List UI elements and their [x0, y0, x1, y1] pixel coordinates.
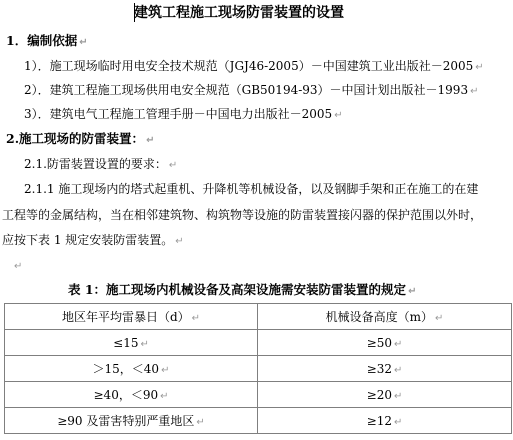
cell-end-mark: ↵: [160, 391, 169, 402]
table-cell: [258, 356, 512, 382]
section-2-1-heading: [24, 156, 177, 174]
table-cell: [5, 330, 258, 356]
header-thunderstorm-days: 地区年平均雷暴日（d）: [61, 310, 190, 324]
paragraph-line-3: [2, 232, 184, 250]
table-header-cell: [258, 304, 512, 330]
table-caption: [68, 282, 416, 300]
paragraph-mark: ↵: [168, 160, 178, 171]
reference-item-1-text: 1）．施工现场临时用电安全技术规范（JGJ46-2005）－中国建筑工业出版社－2005: [24, 59, 474, 73]
paragraph-mark: ↵: [475, 62, 484, 73]
cell-end-mark: ↵: [161, 365, 170, 376]
paragraph-mark: ↵: [79, 37, 88, 48]
paragraph-mark: ↵: [146, 135, 155, 146]
cell-end-mark: ↵: [393, 390, 403, 402]
paragraph-line-2: [2, 207, 482, 223]
reference-item-3: [24, 106, 343, 124]
paragraph-mark: ↵: [408, 286, 417, 297]
paragraph-line-1: [24, 181, 478, 197]
table-row: [5, 408, 512, 434]
cell-thunderstorm-days: ≥40，＜90: [93, 388, 159, 402]
paragraph-mark: ↵: [334, 110, 343, 121]
document-title-text: 建筑工程施工现场防雷装置的设置: [134, 5, 344, 21]
table-row: [5, 356, 512, 382]
table-caption-text: 表 1：施工现场内机械设备及高架设施需安装防雷装置的规定: [68, 282, 407, 297]
paragraph-line-1-text: 2.1.1 施工现场内的塔式起重机、升降机等机械设备，以及钢脚手架和正在施工的在建: [24, 182, 479, 196]
cell-thunderstorm-days: ＞15，＜40: [92, 362, 160, 376]
section-2-heading: [6, 131, 154, 149]
paragraph-mark: ↵: [14, 261, 23, 272]
cell-thunderstorm-days: ≤15: [113, 335, 139, 350]
table-header-row: [5, 304, 512, 330]
cell-end-mark: ↵: [196, 417, 205, 428]
section-1-heading: [6, 33, 88, 51]
cell-thunderstorm-days: ≥90 及雷害特别严重地区: [57, 414, 195, 428]
cell-equipment-height: ≥50: [366, 335, 392, 350]
cell-equipment-height: ≥32: [366, 361, 392, 376]
cell-end-mark: ↵: [393, 416, 403, 428]
table-cell: [258, 408, 512, 434]
table-cell: [5, 356, 258, 382]
lightning-protection-table: [4, 303, 512, 434]
cell-end-mark: ↵: [191, 313, 201, 324]
cell-end-mark: ↵: [393, 338, 403, 350]
reference-item-2-text: 2）．建筑工程施工现场供用电安全规范（GB50194-93）－中国计划出版社－1993: [24, 83, 469, 97]
section-2-1-heading-text: 2.1.防雷装置设置的要求：: [24, 157, 167, 171]
cell-equipment-height: ≥20: [366, 387, 392, 402]
table-cell: [5, 382, 258, 408]
table-cell: [258, 382, 512, 408]
empty-paragraph: [12, 257, 22, 275]
table-row: [5, 382, 512, 408]
section-2-heading-text: 2.施工现场的防雷装置：: [6, 131, 145, 146]
section-1-heading-text: 1．编制依据: [6, 33, 78, 48]
cell-end-mark: ↵: [140, 338, 149, 350]
table-header-cell: [5, 304, 258, 330]
header-equipment-height: 机械设备高度（m）: [325, 310, 433, 324]
table-cell: [258, 330, 512, 356]
table-row: [5, 330, 512, 356]
table-cell: [5, 408, 258, 434]
reference-item-3-text: 3）．建筑电气工程施工管理手册－中国电力出版社－2005: [24, 107, 333, 121]
paragraph-mark: ↵: [175, 236, 184, 247]
reference-item-1: [24, 58, 484, 76]
cell-equipment-height: ≥12: [366, 413, 392, 428]
cell-end-mark: ↵: [393, 364, 403, 376]
document-title: [134, 3, 344, 23]
paragraph-line-3-text: 应按下表 1 规定安装防雷装置。: [2, 233, 174, 247]
reference-item-2: [24, 82, 478, 100]
paragraph-line-2-text: 工程等的金属结构，当在相邻建筑物、构筑物等设施的防雷装置接闪器的保护范围以外时，: [2, 208, 483, 222]
cell-end-mark: ↵: [435, 313, 444, 324]
paragraph-mark: ↵: [470, 86, 479, 97]
